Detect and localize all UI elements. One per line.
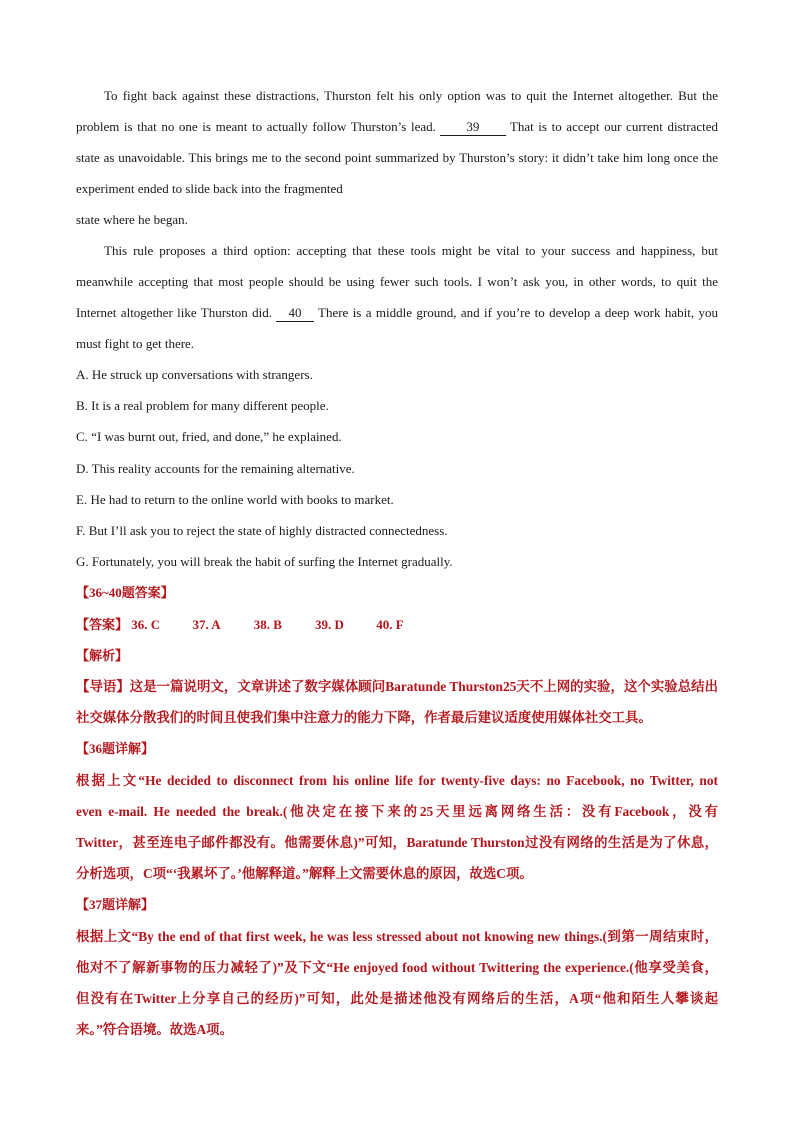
- q37-line: 根据上文“By the end of that first week, he was less stressed about not knowing new things.(到第一周结束时，: [76, 928, 718, 944]
- answer-37: 37. A: [192, 616, 221, 632]
- option-d: D. This reality accounts for the remaining alternative.: [76, 460, 355, 476]
- document-content: [76, 80, 718, 1045]
- blank-40: 40: [276, 305, 314, 322]
- answer-36: 36. C: [131, 616, 161, 632]
- q37-line: 但没有在Twitter上分享自己的经历)”可知，此处是描述他没有网络后的生活，A项“他和陌生人攀谈起: [76, 991, 718, 1007]
- answer-39: 39. D: [315, 616, 344, 632]
- option-e: E. He had to return to the online world with books to market.: [76, 491, 394, 507]
- q36-line: 根据上文“He decided to disconnect from his online life for twenty-five days: no Facebook, no Twitter, not: [76, 772, 718, 788]
- q36-line: 分析选项，C项“‘我累坏了。’他解释道。”解释上文需要休息的原因，故选C项。: [76, 866, 533, 882]
- option-c: C. “I was burnt out, fried, and done,” he explained.: [76, 429, 342, 445]
- passage-paragraph-1: [76, 80, 718, 204]
- passage-text: There is a middle ground, and if you’re to develop a deep work habit, you must fight to get there.: [76, 305, 718, 351]
- q36-line: even e-mail. He needed the break.(他决定在接下来的25天里远离网络生活：没有Facebook，没有: [76, 803, 718, 819]
- q37-heading: 【37题详解】: [76, 897, 155, 913]
- answer-label: 【答案】: [76, 616, 129, 632]
- answer-40: 40. F: [376, 616, 404, 632]
- q37-line: 来。”符合语境。故选A项。: [76, 1022, 233, 1038]
- option-b: B. It is a real problem for many different people.: [76, 398, 329, 414]
- option-a: A. He struck up conversations with strangers.: [76, 367, 313, 382]
- q37-explanation: [76, 921, 718, 1046]
- passage-paragraph-2: [76, 235, 718, 359]
- blank-39: 39: [440, 119, 506, 136]
- guide-text: 【导语】这是一篇说明文，文章讲述了数字媒体顾问Baratunde Thurston25天不上网的实验，这个实验总结出社交媒体分散我们的时间且使我们集中注意力的能力下降，作者最后建议适度使用媒体社交工具。: [76, 679, 718, 726]
- option-f: F. But I’ll ask you to reject the state of highly distracted connectedness.: [76, 523, 448, 539]
- option-g: G. Fortunately, you will break the habit of surfing the Internet gradually.: [76, 554, 453, 570]
- passage-text: To fight back against these distractions, Thurston felt his only option was to quit the Internet altogether. But the problem is that no one is meant to actually follow Thurston’s lead.: [76, 88, 718, 134]
- options-list: [76, 359, 718, 577]
- q36-explanation: [76, 765, 718, 890]
- passage-text: That is to accept our current distracted state as unavoidable. This brings me to the second point summarized by Thurston’s story: it didn’t take him long once the experiment ended to slide back into the fragmented: [76, 119, 718, 196]
- passage-text: This rule proposes a third option: accepting that these tools might be vital to your success and happiness, but meanwhile accepting that most people should be using fewer such tools. I won’t ask you, in other words, to quit the Internet altogether like Thurston did.: [76, 243, 718, 320]
- passage-paragraph-1-end: state where he began.: [76, 212, 188, 227]
- answer-38: 38. B: [253, 616, 282, 632]
- answer-row: [76, 609, 718, 640]
- q37-line: 他对不了解新事物的压力减轻了)”及下文“He enjoyed food without Twittering the experience.(他享受美食，: [76, 959, 718, 975]
- q36-heading: 【36题详解】: [76, 741, 155, 757]
- answer-heading: 【36~40题答案】: [76, 585, 174, 601]
- q36-line: Twitter，甚至连电子邮件都没有。他需要休息)”可知，Baratunde Thurston过没有网络的生活是为了休息，: [76, 835, 718, 851]
- analysis-heading: 【解析】: [76, 647, 129, 663]
